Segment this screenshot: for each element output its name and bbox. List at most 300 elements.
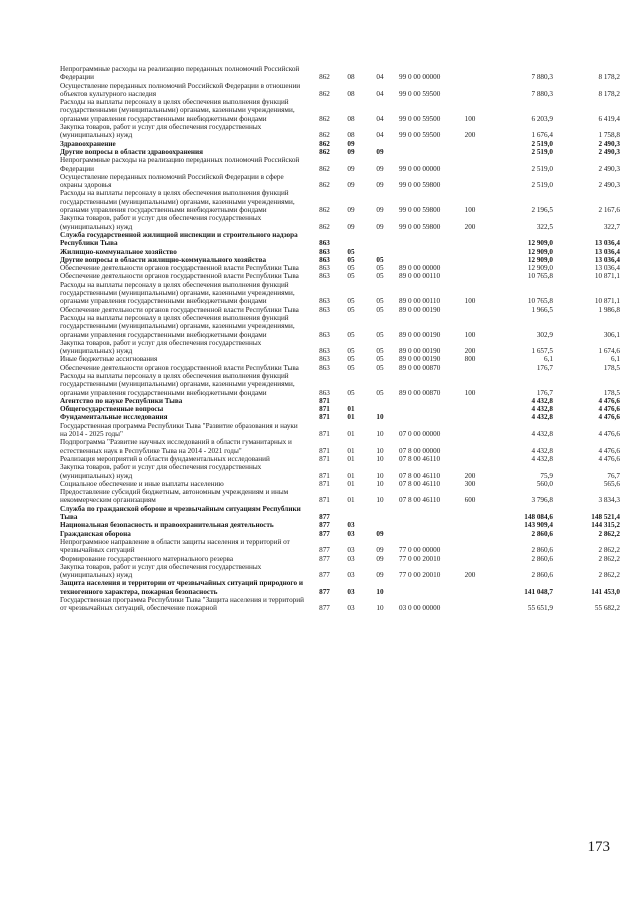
amount-year-1: 2 519,0 xyxy=(531,139,553,148)
target-article-code: 89 0 00 00190 xyxy=(399,330,441,339)
amount-year-1: 6,1 xyxy=(544,355,553,364)
amount-year-2: 322,7 xyxy=(603,222,620,231)
amount-year-1: 176,7 xyxy=(536,388,553,397)
subsection-code: 04 xyxy=(376,73,384,82)
target-article-code: 77 0 00 20010 xyxy=(399,554,441,563)
table-row xyxy=(60,397,620,405)
amount-year-1: 12 909,0 xyxy=(527,255,553,264)
ministry-code: 862 xyxy=(319,206,330,215)
amount-year-1: 6 203,9 xyxy=(531,114,553,123)
ministry-code: 871 xyxy=(319,496,330,505)
amount-year-2: 13 036,4 xyxy=(594,264,620,273)
row-name: Закупка товаров, работ и услуг для обеспечения государственных (муниципальных) нужд xyxy=(60,123,262,140)
amount-year-2: 6,1 xyxy=(611,355,620,364)
row-name: Расходы на выплаты персоналу в целях обеспечения выполнения функций государственными (муниципальными) органами, казенными учреждениями, органами управления государственными внебюджетными фондами xyxy=(60,280,295,306)
amount-year-2: 76,7 xyxy=(607,471,620,480)
ministry-code: 862 xyxy=(319,89,330,98)
target-article-code: 99 0 00 59500 xyxy=(399,114,441,123)
amount-year-2: 148 521,4 xyxy=(591,513,620,522)
target-article-code: 89 0 00 00870 xyxy=(399,363,441,372)
ministry-code: 863 xyxy=(319,255,330,264)
amount-year-1: 12 909,0 xyxy=(527,264,553,273)
row-name: Формирование государственного материального резерва xyxy=(60,554,234,563)
row-name: Закупка товаров, работ и услуг для обеспечения государственных (муниципальных) нужд xyxy=(60,463,262,480)
section-code: 09 xyxy=(347,139,355,148)
row-name: Расходы на выплаты персоналу в целях обеспечения выполнения функций государственными (муниципальными) органами, казенными учреждениями, органами управления государственными внебюджетными фондами xyxy=(60,371,295,397)
subsection-code: 05 xyxy=(376,363,384,372)
target-article-code: 99 0 00 00000 xyxy=(399,164,441,173)
amount-year-2: 141 453,0 xyxy=(591,587,620,596)
amount-year-2: 1 758,8 xyxy=(598,131,620,140)
ministry-code: 862 xyxy=(319,131,330,140)
subsection-code: 05 xyxy=(376,255,384,264)
subsection-code: 04 xyxy=(376,114,384,123)
amount-year-2: 1 674,6 xyxy=(598,347,620,356)
expense-type-code: 200 xyxy=(464,571,476,580)
subsection-code: 05 xyxy=(376,347,384,356)
target-article-code: 99 0 00 00000 xyxy=(399,73,441,82)
ministry-code: 863 xyxy=(319,247,330,256)
row-name: Гражданская оборона xyxy=(60,529,131,538)
amount-year-1: 4 432,8 xyxy=(531,396,553,405)
ministry-code: 862 xyxy=(319,164,330,173)
section-code: 05 xyxy=(347,297,355,306)
section-code: 03 xyxy=(347,521,355,530)
amount-year-1: 7 880,3 xyxy=(531,89,553,98)
amount-year-2: 10 871,1 xyxy=(594,297,620,306)
target-article-code: 07 8 00 00000 xyxy=(399,446,441,455)
table-row xyxy=(60,438,620,455)
expense-type-code: 200 xyxy=(464,471,476,480)
table-row xyxy=(60,355,620,363)
amount-year-1: 7 880,3 xyxy=(531,73,553,82)
section-code: 09 xyxy=(347,164,355,173)
target-article-code: 89 0 00 00190 xyxy=(399,305,441,314)
amount-year-2: 4 476,6 xyxy=(598,413,620,422)
target-article-code: 89 0 00 00110 xyxy=(399,297,441,306)
amount-year-1: 176,7 xyxy=(536,363,553,372)
subsection-code: 05 xyxy=(376,297,384,306)
section-code: 01 xyxy=(347,496,355,505)
amount-year-1: 4 432,8 xyxy=(531,454,553,463)
amount-year-2: 2 862,2 xyxy=(598,571,620,580)
amount-year-2: 2 862,2 xyxy=(598,529,620,538)
amount-year-1: 55 651,9 xyxy=(527,604,553,613)
section-code: 05 xyxy=(347,255,355,264)
table-row xyxy=(60,189,620,214)
subsection-code: 09 xyxy=(376,206,384,215)
amount-year-2: 144 315,2 xyxy=(591,521,620,530)
section-code: 05 xyxy=(347,272,355,281)
ministry-code: 862 xyxy=(319,147,330,156)
expense-type-code: 100 xyxy=(464,388,476,397)
section-code: 01 xyxy=(347,471,355,480)
amount-year-2: 4 476,6 xyxy=(598,405,620,414)
table-row xyxy=(60,480,620,488)
section-code: 09 xyxy=(347,181,355,190)
subsection-code: 09 xyxy=(376,222,384,231)
target-article-code: 07 8 00 46110 xyxy=(399,479,441,488)
amount-year-1: 10 765,8 xyxy=(527,297,553,306)
table-row xyxy=(60,65,620,82)
section-code: 03 xyxy=(347,571,355,580)
page-number: 173 xyxy=(587,839,610,855)
subsection-code: 09 xyxy=(376,164,384,173)
subsection-code: 10 xyxy=(376,604,384,613)
subsection-code: 10 xyxy=(376,496,384,505)
ministry-code: 863 xyxy=(319,330,330,339)
subsection-code: 10 xyxy=(376,587,384,596)
subsection-code: 05 xyxy=(376,388,384,397)
row-name: Национальная безопасность и правоохранительная деятельность xyxy=(60,521,274,530)
ministry-code: 871 xyxy=(319,396,330,405)
target-article-code: 99 0 00 59800 xyxy=(399,206,441,215)
row-name: Фундаментальные исследования xyxy=(60,413,168,422)
amount-year-2: 2 490,3 xyxy=(598,181,620,190)
amount-year-2: 3 834,3 xyxy=(598,496,620,505)
ministry-code: 877 xyxy=(319,604,330,613)
expense-type-code: 600 xyxy=(464,496,476,505)
section-code: 05 xyxy=(347,355,355,364)
amount-year-2: 13 036,4 xyxy=(594,255,620,264)
target-article-code: 77 0 00 20010 xyxy=(399,571,441,580)
target-article-code: 77 0 00 00000 xyxy=(399,546,441,555)
row-name: Общегосударственные вопросы xyxy=(60,405,164,414)
amount-year-1: 4 432,8 xyxy=(531,446,553,455)
section-code: 05 xyxy=(347,264,355,273)
subsection-code: 05 xyxy=(376,355,384,364)
table-row xyxy=(60,372,620,397)
amount-year-1: 75,9 xyxy=(540,471,553,480)
row-name: Государственная программа Республики Тыва "Развитие образования и науки на 2014 - 2025 годы" xyxy=(60,421,298,439)
amount-year-1: 2 860,6 xyxy=(531,529,553,538)
table-row xyxy=(60,123,620,140)
target-article-code: 99 0 00 59500 xyxy=(399,89,441,98)
amount-year-1: 148 084,6 xyxy=(524,513,553,522)
section-code: 05 xyxy=(347,363,355,372)
target-article-code: 89 0 00 00000 xyxy=(399,264,441,273)
amount-year-2: 2 490,3 xyxy=(598,139,620,148)
ministry-code: 863 xyxy=(319,388,330,397)
row-name: Агентство по науке Республики Тыва xyxy=(60,396,183,405)
target-article-code: 07 8 00 46110 xyxy=(399,454,441,463)
ministry-code: 862 xyxy=(319,181,330,190)
row-name: Служба по гражданской обороне и чрезвычайным ситуациям Республики Тыва xyxy=(60,504,301,522)
amount-year-1: 2 860,6 xyxy=(531,554,553,563)
ministry-code: 862 xyxy=(319,114,330,123)
section-code: 03 xyxy=(347,529,355,538)
amount-year-2: 4 476,6 xyxy=(598,454,620,463)
row-name: Расходы на выплаты персоналу в целях обеспечения выполнения функций государственными (муниципальными) органами, казенными учреждениями, органами управления государственными внебюджетными фондами xyxy=(60,189,295,215)
section-code: 03 xyxy=(347,554,355,563)
table-row xyxy=(60,173,620,190)
row-name: Закупка товаров, работ и услуг для обеспечения государственных (муниципальных) нужд xyxy=(60,214,262,231)
ministry-code: 863 xyxy=(319,272,330,281)
amount-year-2: 2 862,2 xyxy=(598,546,620,555)
row-name: Непрограммные расходы на реализацию переданных полномочий Российской Федерации xyxy=(60,65,300,82)
amount-year-1: 322,5 xyxy=(536,222,553,231)
amount-year-1: 2 519,0 xyxy=(531,164,553,173)
table-row xyxy=(60,272,620,280)
expense-type-code: 100 xyxy=(464,297,476,306)
section-code: 09 xyxy=(347,206,355,215)
section-code: 05 xyxy=(347,347,355,356)
target-article-code: 03 0 00 00000 xyxy=(399,604,441,613)
ministry-code: 862 xyxy=(319,222,330,231)
target-article-code: 07 8 00 46110 xyxy=(399,471,441,480)
expense-type-code: 100 xyxy=(464,206,476,215)
target-article-code: 89 0 00 00110 xyxy=(399,272,441,281)
table-row xyxy=(60,422,620,439)
ministry-code: 863 xyxy=(319,305,330,314)
target-article-code: 99 0 00 59800 xyxy=(399,181,441,190)
subsection-code: 10 xyxy=(376,413,384,422)
row-name: Защита населения и территории от чрезвычайных ситуаций природного и техногенного характера, пожарная безопасность xyxy=(60,579,304,596)
row-name: Обеспечение деятельности органов государственной власти Республики Тыва xyxy=(60,272,299,281)
amount-year-1: 2 519,0 xyxy=(531,181,553,190)
table-row xyxy=(60,505,620,522)
section-code: 09 xyxy=(347,147,355,156)
amount-year-1: 143 909,4 xyxy=(524,521,553,530)
row-name: Закупка товаров, работ и услуг для обеспечения государственных (муниципальных) нужд xyxy=(60,338,262,356)
ministry-code: 871 xyxy=(319,430,330,439)
ministry-code: 871 xyxy=(319,454,330,463)
subsection-code: 05 xyxy=(376,264,384,273)
subsection-code: 10 xyxy=(376,446,384,455)
table-row xyxy=(60,306,620,314)
target-article-code: 07 8 00 46110 xyxy=(399,496,441,505)
amount-year-2: 4 476,6 xyxy=(598,430,620,439)
section-code: 08 xyxy=(347,114,355,123)
table-row xyxy=(60,281,620,306)
subsection-code: 09 xyxy=(376,181,384,190)
row-name: Здравоохранение xyxy=(60,139,116,148)
expense-type-code: 200 xyxy=(464,347,476,356)
amount-year-1: 4 432,8 xyxy=(531,405,553,414)
section-code: 01 xyxy=(347,413,355,422)
expense-type-code: 100 xyxy=(464,114,476,123)
amount-year-2: 13 036,4 xyxy=(594,239,620,248)
ministry-code: 862 xyxy=(319,139,330,148)
amount-year-1: 2 860,6 xyxy=(531,571,553,580)
row-name: Непрограммное направление в области защиты населения и территорий от чрезвычайных ситуаций xyxy=(60,537,290,555)
amount-year-2: 8 178,2 xyxy=(598,73,620,82)
table-row xyxy=(60,405,620,413)
section-code: 05 xyxy=(347,388,355,397)
table-row xyxy=(60,314,620,339)
table-row xyxy=(60,256,620,264)
table-row xyxy=(60,538,620,555)
table-row xyxy=(60,140,620,148)
row-name: Другие вопросы в области жилищно-коммунального хозяйства xyxy=(60,255,267,264)
row-name: Подпрограмма "Развитие научных исследований в области гуманитарных и естественных наук в Республике Тыва на 2014 - 2021 годы" xyxy=(60,438,292,455)
amount-year-1: 10 765,8 xyxy=(527,272,553,281)
table-row xyxy=(60,521,620,529)
subsection-code: 05 xyxy=(376,330,384,339)
amount-year-1: 12 909,0 xyxy=(527,239,553,248)
amount-year-2: 2 862,2 xyxy=(598,554,620,563)
target-article-code: 99 0 00 59500 xyxy=(399,131,441,140)
ministry-code: 877 xyxy=(319,521,330,530)
amount-year-2: 10 871,1 xyxy=(594,272,620,281)
subsection-code: 10 xyxy=(376,454,384,463)
amount-year-1: 1 966,5 xyxy=(531,305,553,314)
table-row xyxy=(60,413,620,421)
ministry-code: 863 xyxy=(319,347,330,356)
amount-year-2: 306,1 xyxy=(603,330,620,339)
budget-table xyxy=(60,65,620,613)
section-code: 08 xyxy=(347,131,355,140)
amount-year-1: 1 657,5 xyxy=(531,347,553,356)
amount-year-2: 55 682,2 xyxy=(594,604,620,613)
row-name: Иные бюджетные ассигнования xyxy=(60,355,158,364)
table-row xyxy=(60,579,620,596)
table-row xyxy=(60,82,620,99)
expense-type-code: 100 xyxy=(464,330,476,339)
row-name: Расходы на выплаты персоналу в целях обеспечения выполнения функций государственными (муниципальными) органами, казенными учреждениями, органами управления государственными внебюджетными фондами xyxy=(60,313,295,339)
section-code: 01 xyxy=(347,405,355,414)
table-row xyxy=(60,156,620,173)
ministry-code: 877 xyxy=(319,554,330,563)
subsection-code: 10 xyxy=(376,479,384,488)
ministry-code: 877 xyxy=(319,571,330,580)
table-row xyxy=(60,264,620,272)
target-article-code: 07 0 00 00000 xyxy=(399,430,441,439)
row-name: Предоставление субсидий бюджетным, автономным учреждениям и иным некоммерческим организациям xyxy=(60,488,289,505)
section-code: 08 xyxy=(347,73,355,82)
ministry-code: 877 xyxy=(319,513,330,522)
section-code: 03 xyxy=(347,587,355,596)
amount-year-1: 141 048,7 xyxy=(524,587,553,596)
ministry-code: 863 xyxy=(319,363,330,372)
amount-year-2: 565,6 xyxy=(603,479,620,488)
expense-type-code: 200 xyxy=(464,222,476,231)
subsection-code: 10 xyxy=(376,471,384,480)
amount-year-1: 2 519,0 xyxy=(531,147,553,156)
expense-type-code: 800 xyxy=(464,355,476,364)
target-article-code: 89 0 00 00190 xyxy=(399,347,441,356)
ministry-code: 877 xyxy=(319,587,330,596)
row-name: Обеспечение деятельности органов государственной власти Республики Тыва xyxy=(60,305,299,314)
expense-type-code: 300 xyxy=(464,479,476,488)
row-name: Служба государственной жилищной инспекции и строительного надзора Республики Тыва xyxy=(60,230,298,248)
table-row xyxy=(60,563,620,580)
target-article-code: 99 0 00 59800 xyxy=(399,222,441,231)
row-name: Другие вопросы в области здравоохранения xyxy=(60,147,204,156)
section-code: 05 xyxy=(347,330,355,339)
row-name: Реализация мероприятий в области фундаментальных исследований xyxy=(60,454,270,463)
ministry-code: 871 xyxy=(319,405,330,414)
table-row xyxy=(60,596,620,613)
row-name: Закупка товаров, работ и услуг для обеспечения государственных (муниципальных) нужд xyxy=(60,562,262,580)
amount-year-1: 3 796,8 xyxy=(531,496,553,505)
amount-year-2: 178,5 xyxy=(603,363,620,372)
subsection-code: 09 xyxy=(376,147,384,156)
ministry-code: 862 xyxy=(319,73,330,82)
table-row xyxy=(60,231,620,248)
ministry-code: 871 xyxy=(319,413,330,422)
table-row xyxy=(60,530,620,538)
table-row xyxy=(60,248,620,256)
amount-year-2: 178,5 xyxy=(603,388,620,397)
ministry-code: 863 xyxy=(319,355,330,364)
subsection-code: 09 xyxy=(376,529,384,538)
expense-type-code: 200 xyxy=(464,131,476,140)
amount-year-2: 8 178,2 xyxy=(598,89,620,98)
section-code: 08 xyxy=(347,89,355,98)
amount-year-2: 2 490,3 xyxy=(598,164,620,173)
ministry-code: 863 xyxy=(319,297,330,306)
subsection-code: 05 xyxy=(376,305,384,314)
target-article-code: 89 0 00 00870 xyxy=(399,388,441,397)
subsection-code: 04 xyxy=(376,89,384,98)
amount-year-2: 4 476,6 xyxy=(598,396,620,405)
table-row xyxy=(60,455,620,463)
section-code: 09 xyxy=(347,222,355,231)
section-code: 03 xyxy=(347,604,355,613)
amount-year-2: 13 036,4 xyxy=(594,247,620,256)
amount-year-1: 302,9 xyxy=(536,330,553,339)
section-code: 05 xyxy=(347,305,355,314)
ministry-code: 877 xyxy=(319,529,330,538)
amount-year-2: 2 167,6 xyxy=(598,206,620,215)
section-code: 01 xyxy=(347,454,355,463)
amount-year-1: 4 432,8 xyxy=(531,413,553,422)
row-name: Жилищно-коммунальное хозяйство xyxy=(60,247,177,256)
ministry-code: 871 xyxy=(319,446,330,455)
row-name: Обеспечение деятельности органов государственной власти Республики Тыва xyxy=(60,363,299,372)
table-row xyxy=(60,463,620,480)
amount-year-2: 4 476,6 xyxy=(598,446,620,455)
amount-year-1: 2 860,6 xyxy=(531,546,553,555)
subsection-code: 09 xyxy=(376,554,384,563)
section-code: 01 xyxy=(347,446,355,455)
row-name: Расходы на выплаты персоналу в целях обеспечения выполнения функций государственными (муниципальными) органами, казенными учреждениями, органами управления государственными внебюджетными фондами xyxy=(60,98,295,123)
amount-year-1: 1 676,4 xyxy=(531,131,553,140)
amount-year-2: 1 986,8 xyxy=(598,305,620,314)
subsection-code: 09 xyxy=(376,546,384,555)
amount-year-1: 12 909,0 xyxy=(527,247,553,256)
amount-year-1: 560,0 xyxy=(536,479,553,488)
amount-year-1: 4 432,8 xyxy=(531,430,553,439)
subsection-code: 05 xyxy=(376,272,384,281)
table-row xyxy=(60,339,620,356)
table-row xyxy=(60,98,620,123)
section-code: 01 xyxy=(347,479,355,488)
table-row xyxy=(60,488,620,505)
amount-year-1: 2 196,5 xyxy=(531,206,553,215)
table-row xyxy=(60,364,620,372)
ministry-code: 877 xyxy=(319,546,330,555)
row-name: Обеспечение деятельности органов государственной власти Республики Тыва xyxy=(60,264,299,273)
amount-year-2: 6 419,4 xyxy=(598,114,620,123)
table-row xyxy=(60,214,620,231)
subsection-code: 09 xyxy=(376,571,384,580)
section-code: 01 xyxy=(347,430,355,439)
subsection-code: 10 xyxy=(376,430,384,439)
ministry-code: 871 xyxy=(319,479,330,488)
section-code: 03 xyxy=(347,546,355,555)
subsection-code: 04 xyxy=(376,131,384,140)
table-row xyxy=(60,148,620,156)
ministry-code: 863 xyxy=(319,264,330,273)
row-name: Государственная программа Республики Тыва "Защита населения и территорий от чрезвычайных ситуаций, обеспечение пожарной xyxy=(60,596,304,613)
ministry-code: 871 xyxy=(319,471,330,480)
row-name: Непрограммные расходы на реализацию переданных полномочий Российской Федерации xyxy=(60,156,300,173)
section-code: 05 xyxy=(347,247,355,256)
row-name: Социальное обеспечение и иные выплаты населению xyxy=(60,479,224,488)
ministry-code: 863 xyxy=(319,239,330,248)
